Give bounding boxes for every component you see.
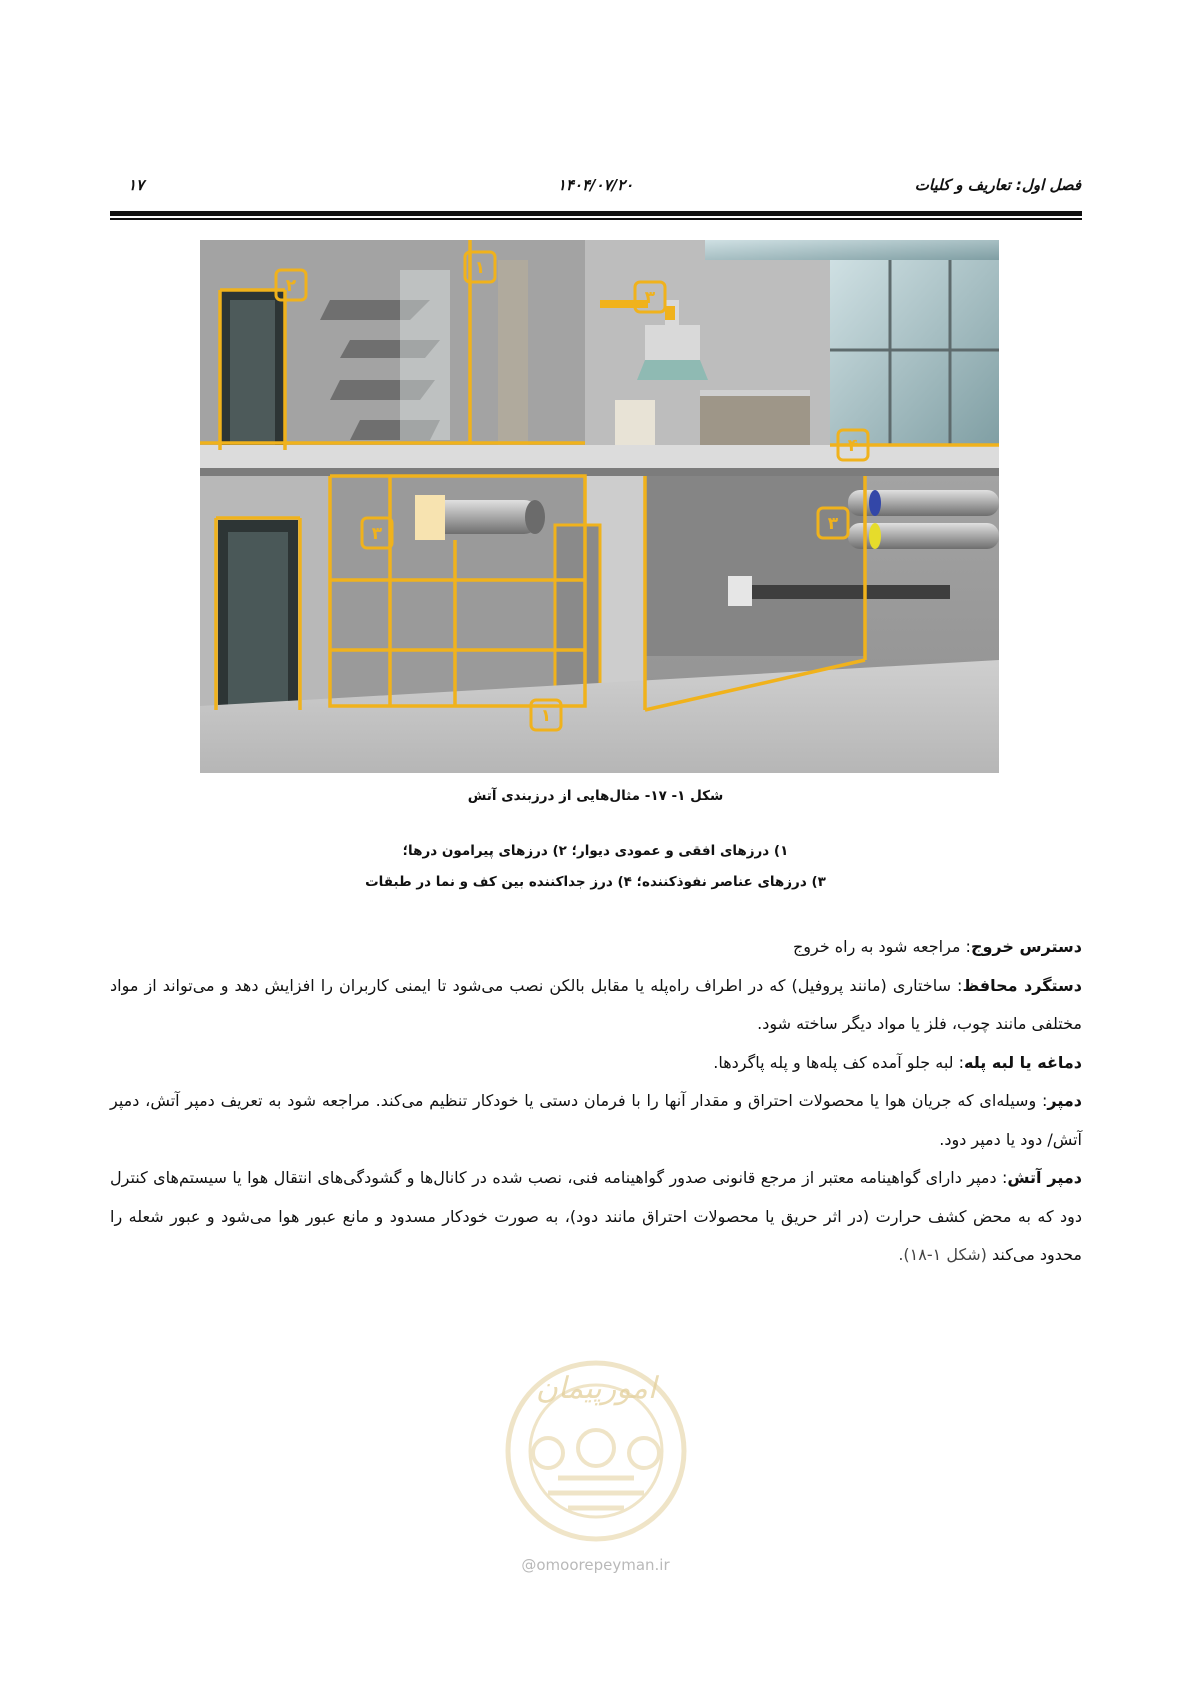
callout-label: ۱ (540, 706, 552, 726)
callout-label: ۳ (644, 288, 656, 308)
definition-term: دمپر (1047, 1091, 1082, 1110)
callout-label: ۳ (371, 524, 383, 544)
definition-text: مراجعه شود به راه خروج (792, 937, 961, 956)
definition-entry: دسترس خروج: مراجعه شود به راه خروج (792, 937, 1082, 956)
fire-sealing-illustration (200, 240, 999, 773)
header-rule-thick (110, 211, 1082, 216)
callout-label: ۴ (847, 436, 859, 456)
definition-text: دمپر دارای گواهینامه معتبر از مرجع قانونی صدور گواهینامه فنی، نصب شده در کانال‌ها و گشودگی‌های انتقال هوا یا سیستم‌های کنترل دود که به محض کشف حرارت (در اثر حریق یا محصولات احتراق مانند دود)، به صورت خودکار مسدود و مانع عبور هوا می‌شود و عبور شعله را محدود می‌کند (110, 1168, 1082, 1264)
figure-caption: شکل ۱- ۱۷- مثال‌هایی از درزبندی آتش (467, 788, 724, 804)
definition-entry: دمپر آتش: دمپر دارای گواهینامه معتبر از مرجع قانونی صدور گواهینامه فنی، نصب شده در کانال‌ها و گشودگی‌های انتقال هوا یا سیستم‌های کنترل دود که به محض کشف حرارت (در اثر حریق یا محصولات احتراق مانند دود)، به صورت خودکار مسدود و مانع عبور هوا می‌شود و عبور شعله را محدود می‌کند (شکل ۱-۱۸). (110, 1168, 1082, 1264)
definition-entry: دمپر: وسیله‌ای که جریان هوا یا محصولات احتراق و مقدار آنها را با فرمان دستی یا خودکار تنظیم می‌کند. مراجعه شود به تعریف دمپر آتش، دمپر آتش/ دود یا دمپر دود. (110, 1091, 1082, 1149)
callout-label: ۲ (285, 276, 297, 296)
figure-legend-line-1: ۱) درزهای افقی و عمودی دیوار؛ ۲) درزهای پیرامون درها؛ (402, 843, 789, 859)
definition-entry: دماغه یا لبه پله: لبه جلو آمده کف پله‌ها و پله پاگردها. (713, 1052, 1082, 1072)
seal-text: امورپیمان (535, 1371, 657, 1406)
header-rule-thin (110, 218, 1082, 220)
definition-entry: دستگرد محافظ: ساختاری (مانند پروفیل) که در اطراف راه‌پله یا مقابل بالکن نصب می‌شود تا ایمنی کاربران را افزایش دهد و می‌تواند از مواد مختلفی مانند چوب، فلز یا مواد دیگر ساخته شود. (110, 975, 1083, 1033)
page-number: ۱۷ (128, 176, 145, 194)
definition-text: ساختاری (مانند پروفیل) که در اطراف راه‌پله یا مقابل بالکن نصب می‌شود تا ایمنی کاربران را افزایش دهد و می‌تواند از مواد مختلفی مانند چوب، فلز یا مواد دیگر ساخته شود. (110, 975, 1082, 1033)
page-date: ۱۴۰۴/۰۷/۲۰ (557, 176, 634, 194)
callout-label: ۳ (827, 514, 839, 534)
definition-text: لبه جلو آمده کف پله‌ها و پله پاگردها. (713, 1052, 954, 1072)
definition-term: دماغه یا لبه پله (964, 1052, 1082, 1072)
definition-term: دمپر آتش (1007, 1168, 1082, 1187)
figure-legend-line-2: ۳) درزهای عناصر نفوذکننده؛ ۴) درز جداکننده بین کف و نما در طبقات (365, 874, 826, 890)
definitions-list (110, 928, 1082, 1275)
watermark-seal (488, 1343, 704, 1547)
watermark-url: @omoorepeyman.ir (521, 1556, 670, 1574)
definition-term: دسترس خروج (970, 937, 1082, 956)
callout-label: ۱ (474, 258, 486, 278)
chapter-title: فصل اول: تعاریف و کلیات (914, 176, 1081, 194)
figure-reference: (شکل ۱-۱۸). (898, 1245, 987, 1264)
definition-term: دستگرد محافظ (962, 975, 1083, 995)
definition-text: وسیله‌ای که جریان هوا یا محصولات احتراق و مقدار آنها را با فرمان دستی یا خودکار تنظیم می‌کند. مراجعه شود به تعریف دمپر آتش، دمپر آتش/ دود یا دمپر دود. (110, 1091, 1082, 1149)
